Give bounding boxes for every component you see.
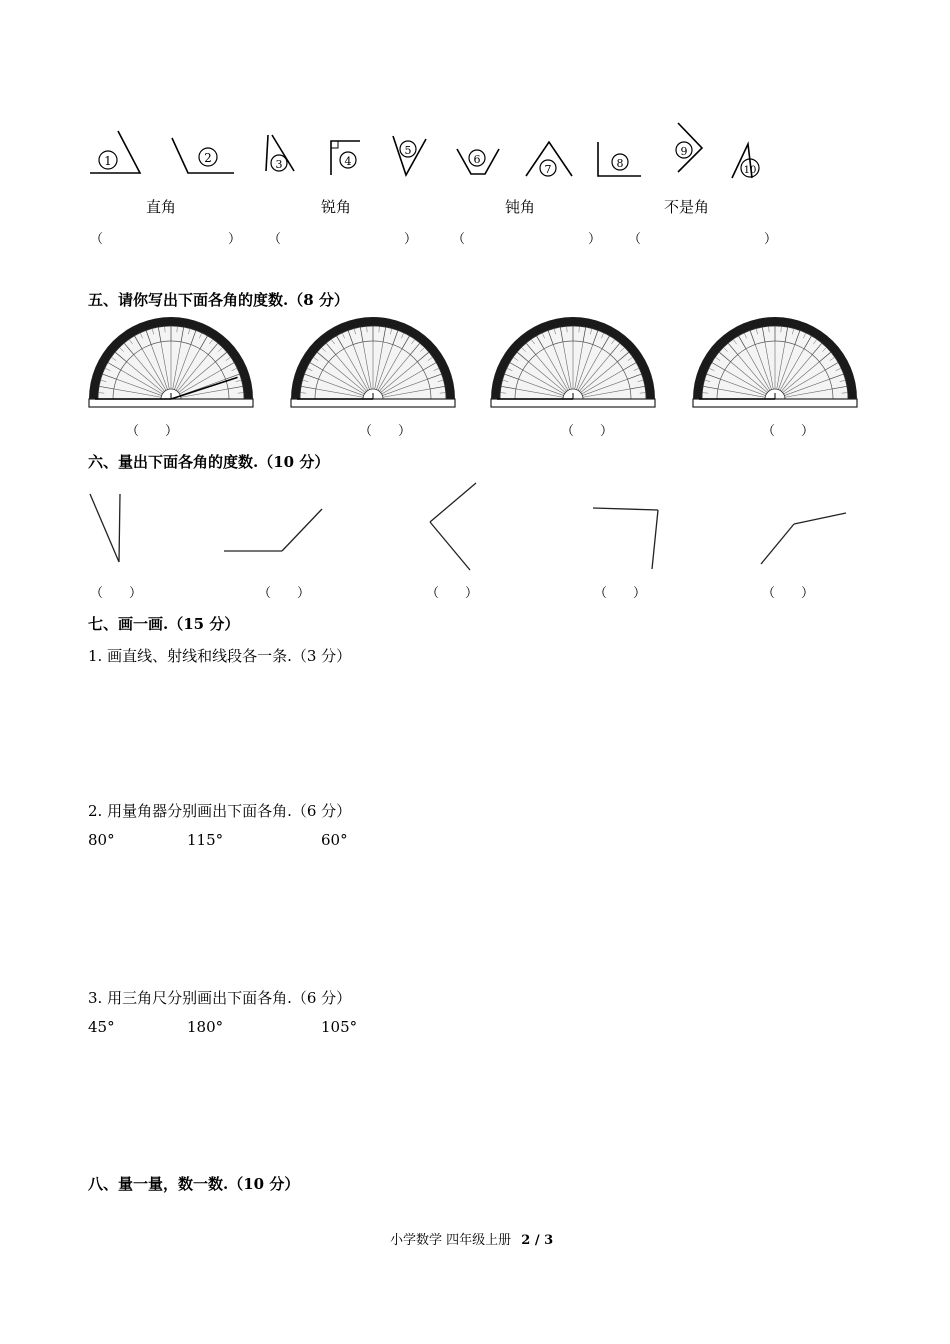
paren-close: ） bbox=[588, 232, 602, 247]
measure-angle-1 bbox=[86, 490, 126, 572]
section7-title: 七、画一画.（15 分） bbox=[88, 615, 240, 633]
angle-value: 45° bbox=[88, 1018, 115, 1036]
measure-angle-2 bbox=[222, 505, 326, 555]
angle-figure-2 bbox=[170, 135, 238, 177]
answer-paren: （ ） bbox=[426, 586, 479, 601]
protractor-image-3 bbox=[488, 315, 658, 409]
answer-paren: （ ） bbox=[561, 424, 614, 439]
answer-paren: （ ） bbox=[594, 586, 647, 601]
protractor-image-1 bbox=[86, 315, 256, 409]
footer-text: 小学数学 四年级上册 bbox=[390, 1233, 512, 1248]
protractor-image-4 bbox=[690, 315, 860, 409]
svg-text:9: 9 bbox=[680, 145, 688, 158]
angle-figure-5 bbox=[390, 133, 430, 179]
paren-open: （ bbox=[628, 232, 642, 247]
answer-paren: （ ） bbox=[258, 586, 311, 601]
paren-open: （ bbox=[268, 232, 282, 247]
section5-title: 五、请你写出下面各角的度数.（8 分） bbox=[88, 291, 349, 309]
answer-paren: （ ） bbox=[90, 586, 143, 601]
question-7-1: 1. 画直线、射线和线段各一条.（3 分） bbox=[88, 647, 352, 665]
paren-close: ） bbox=[228, 232, 242, 247]
svg-text:4: 4 bbox=[344, 155, 352, 168]
angle-figure-10 bbox=[728, 140, 776, 182]
angle-value: 105° bbox=[321, 1018, 358, 1036]
answer-paren: （ ） bbox=[762, 424, 815, 439]
section8-title: 八、量一量，数一数.（10 分） bbox=[88, 1175, 300, 1193]
angle-figure-9 bbox=[672, 120, 706, 178]
question-7-2: 2. 用量角器分别画出下面各角.（6 分） bbox=[88, 802, 352, 820]
svg-text:3: 3 bbox=[275, 158, 283, 171]
measure-angle-5 bbox=[758, 510, 850, 568]
svg-text:1: 1 bbox=[104, 154, 112, 168]
angle-value: 180° bbox=[187, 1018, 224, 1036]
category-acute-angle: 锐角 bbox=[321, 198, 352, 216]
angle-value: 60° bbox=[321, 831, 348, 849]
category-right-angle: 直角 bbox=[146, 198, 177, 216]
paren-open: （ bbox=[90, 232, 104, 247]
page-number: 2 / 3 bbox=[521, 1233, 554, 1248]
category-obtuse-angle: 钝角 bbox=[505, 198, 536, 216]
protractor-image-2 bbox=[288, 315, 458, 409]
angle-figure-8 bbox=[595, 140, 645, 180]
svg-text:7: 7 bbox=[544, 163, 552, 176]
measure-angle-4 bbox=[590, 505, 662, 573]
answer-paren: （ ） bbox=[762, 586, 815, 601]
category-not-angle: 不是角 bbox=[664, 198, 710, 216]
svg-text:5: 5 bbox=[404, 144, 412, 157]
svg-text:10: 10 bbox=[743, 165, 757, 176]
paren-close: ） bbox=[404, 232, 418, 247]
answer-paren: （ ） bbox=[126, 424, 179, 439]
paren-open: （ bbox=[452, 232, 466, 247]
angle-value: 80° bbox=[88, 831, 115, 849]
angle-figure-4 bbox=[328, 138, 364, 178]
answer-paren: （ ） bbox=[359, 424, 412, 439]
svg-text:8: 8 bbox=[616, 157, 624, 170]
svg-text:2: 2 bbox=[204, 151, 212, 165]
measure-angle-3 bbox=[424, 480, 480, 574]
page-footer bbox=[390, 1229, 553, 1248]
angle-figure-7 bbox=[524, 138, 574, 180]
paren-close: ） bbox=[764, 232, 778, 247]
section6-title: 六、量出下面各角的度数.（10 分） bbox=[88, 453, 330, 471]
svg-text:6: 6 bbox=[473, 153, 481, 166]
angle-value: 115° bbox=[187, 831, 224, 849]
angle-figure-3 bbox=[262, 133, 298, 177]
question-7-3: 3. 用三角尺分别画出下面各角.（6 分） bbox=[88, 989, 352, 1007]
angle-figure-6 bbox=[455, 146, 501, 178]
angle-figure-1 bbox=[88, 128, 144, 178]
